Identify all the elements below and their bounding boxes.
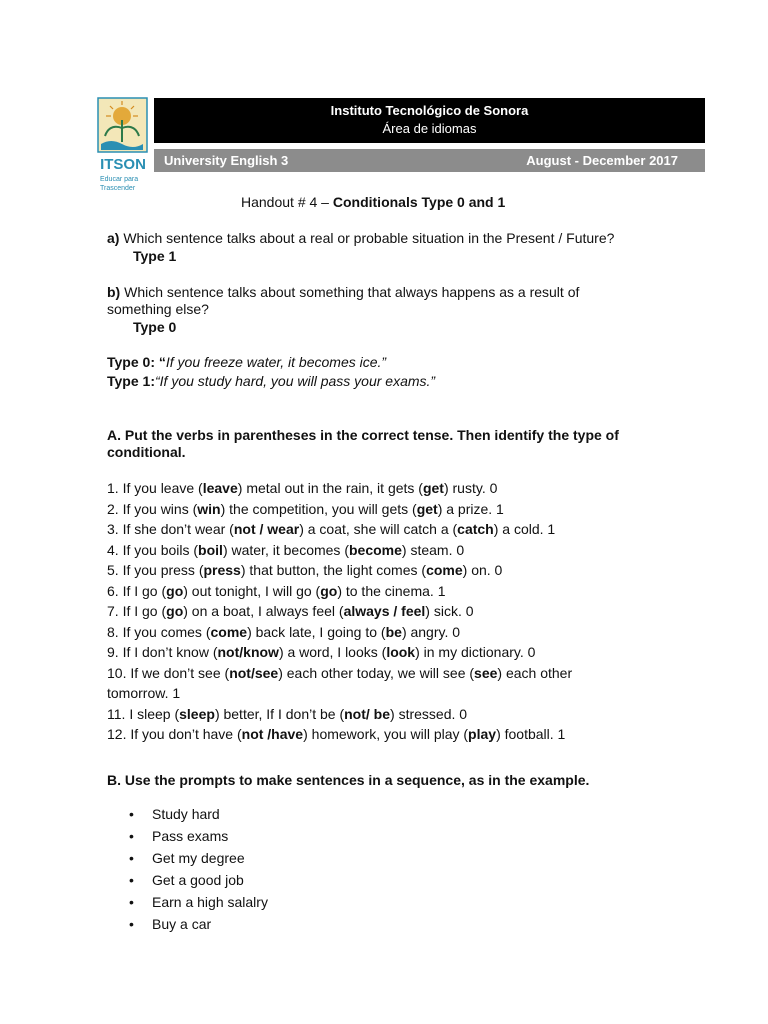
verb-prompt: sleep [179, 705, 215, 722]
verb-prompt: catch [457, 521, 494, 537]
example-type-0: Type 0: “If you freeze water, it becomes ice.” [107, 354, 387, 370]
prompt-item: • Pass exams [129, 825, 268, 847]
exercise-item: 5. If you press (press) that button, the light comes (come) on. 0 [107, 562, 503, 578]
verb-prompt: see [474, 664, 498, 681]
section-b-heading: B. Use the prompts to make sentences in a sequence, as in the example. [107, 772, 590, 788]
question-b-continued: something else? [107, 301, 209, 317]
verb-prompt: press [203, 562, 241, 578]
exercise-item: 3. If she don’t wear (not / wear) a coat, she will catch a (catch) a cold. 1 [107, 521, 556, 537]
verb-prompt: win [197, 500, 221, 517]
exercise-item: 6. If I go (go) out tonight, I will go (go) to the cinema. 1 [107, 582, 446, 599]
exercise-item: 8. If you comes (come) back late, I going to (be) angry. 0 [107, 623, 461, 640]
prompt-item: • Get a good job [129, 869, 268, 891]
exercise-item: 10. If we don’t see (not/see) each other today, we will see (see) each other [107, 664, 573, 681]
verb-prompt: not/ be [344, 705, 391, 722]
verb-prompt: look [386, 644, 416, 660]
exercise-item: 2. If you wins (win) the competition, you will gets (get) a prize. 1 [107, 500, 504, 517]
verb-prompt: not /have [241, 726, 304, 742]
verb-prompt: become [348, 541, 402, 558]
question-b: b) Which sentence talks about something that always happens as a result of [107, 284, 580, 300]
verb-prompt: not/see [229, 664, 279, 681]
verb-prompt: not / wear [233, 521, 300, 537]
question-a-answer: Type 1 [133, 248, 177, 264]
exercise-item: 1. If you leave (leave) metal out in the rain, it gets (get) rusty. 0 [107, 480, 498, 496]
verb-prompt: get [422, 480, 444, 496]
exercise-item: 7. If I go (go) on a boat, I always feel (always / feel) sick. 0 [107, 603, 474, 619]
course-period: August - December 2017 [526, 153, 678, 168]
svg-text:Educar para: Educar para [100, 176, 139, 183]
prompt-item: • Study hard [129, 803, 268, 825]
question-a: a) Which sentence talks about a real or probable situation in the Present / Future? [107, 230, 615, 246]
verb-prompt: boil [198, 541, 223, 558]
verb-prompt: always / feel [343, 603, 426, 619]
verb-prompt: go [166, 603, 184, 619]
exercise-item: 4. If you boils (boil) water, it becomes (become) steam. 0 [107, 541, 465, 558]
course-name: University English 3 [164, 153, 289, 168]
exercise-item: 12. If you don’t have (not /have) homework, you will play (play) football. 1 [107, 726, 566, 742]
verb-prompt: go [320, 582, 338, 599]
prompt-item: • Get my degree [129, 847, 268, 869]
verb-prompt: come [426, 562, 463, 578]
prompt-item: • Earn a high salalry [129, 891, 268, 913]
verb-prompt: leave [202, 480, 238, 496]
verb-prompt: play [468, 726, 497, 742]
svg-text:Trascender: Trascender [100, 185, 136, 192]
verb-prompt: be [385, 623, 402, 640]
section-a-heading: A. Put the verbs in parentheses in the correct tense. Then identify the type of [107, 427, 619, 443]
institution-name: Instituto Tecnológico de Sonora [330, 103, 529, 118]
handout-topic: Conditionals Type 0 and 1 [332, 194, 506, 210]
prompt-list [129, 803, 268, 935]
department-name: Área de idiomas [382, 121, 477, 136]
exercise-item: 11. I sleep (sleep) better, If I don’t be (not/ be) stressed. 0 [107, 705, 468, 722]
verb-prompt: go [166, 582, 184, 599]
prompt-item: • Buy a car [129, 913, 268, 935]
header-banner [154, 98, 705, 143]
logo-wordmark: ITSON [100, 156, 146, 173]
handout-title: Handout # 4 – Conditionals Type 0 and 1 [241, 194, 506, 210]
verb-prompt: not/know [217, 644, 279, 660]
question-b-answer: Type 0 [133, 319, 177, 335]
exercise-item: 9. If I don’t know (not/know) a word, I looks (look) in my dictionary. 0 [107, 644, 536, 660]
verb-prompt: get [416, 500, 438, 517]
exercise-list [107, 478, 627, 745]
course-bar [154, 149, 705, 172]
verb-prompt: come [210, 623, 248, 640]
itson-logo [97, 96, 149, 194]
example-type-1: Type 1:“If you study hard, you will pass your exams.” [107, 373, 436, 389]
section-a-heading-continued: conditional. [107, 444, 186, 460]
exercise-item: tomorrow. 1 [107, 685, 181, 701]
